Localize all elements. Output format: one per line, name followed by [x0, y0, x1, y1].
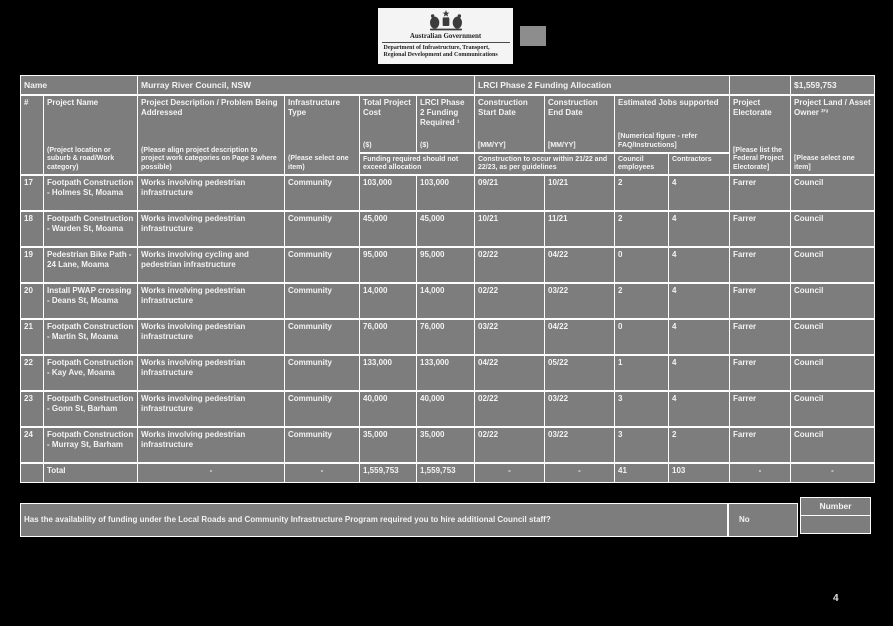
col-header-funding-required: [417, 96, 474, 152]
row-17-end: 10/21: [545, 176, 614, 210]
col-header-contractors: Contractors: [669, 154, 729, 174]
total-type: -: [285, 464, 359, 482]
jobs-label: Estimated Jobs supported: [618, 98, 719, 107]
department-line2: Regional Development and Communications: [383, 52, 498, 58]
total-cost-label: Total Project Cost: [363, 98, 411, 117]
row-19-funding: 95,000: [417, 248, 474, 282]
col-header-council-employees: Council employees: [615, 154, 668, 174]
row-17-owner: Council: [791, 176, 874, 210]
row-17-type: Community: [285, 176, 359, 210]
hiring-question-text: Has the availability of funding under the Local Roads and Community Infrastructure Program required you to hire additional Council staff?: [21, 504, 727, 536]
row-22-description: Works involving pedestrian infrastructure: [138, 356, 284, 390]
total-cost: 1,559,753: [360, 464, 416, 482]
col-header-total-cost: [360, 96, 416, 152]
name-label: Name: [21, 76, 137, 94]
row-19-start: 02/22: [475, 248, 544, 282]
row-21-owner: Council: [791, 320, 874, 354]
row-23-description: Works involving pedestrian infrastructure: [138, 392, 284, 426]
allocation-value: $1,559,753: [791, 76, 874, 94]
end-date-sub: [MM/YY]: [548, 141, 576, 149]
col-header-electorate: [730, 96, 790, 174]
row-17-start: 09/21: [475, 176, 544, 210]
row-24-end: 03/22: [545, 428, 614, 462]
row-18-type: Community: [285, 212, 359, 246]
row-22-start: 04/22: [475, 356, 544, 390]
row-22-type: Community: [285, 356, 359, 390]
row-24-electorate: Farrer: [730, 428, 790, 462]
row-24-funding: 35,000: [417, 428, 474, 462]
row-23-electorate: Farrer: [730, 392, 790, 426]
row-17-council-employees: 2: [615, 176, 668, 210]
row-17-description: Works involving pedestrian infrastructure: [138, 176, 284, 210]
dates-note: Construction to occur within 21/22 and 22/23, as per guidelines: [475, 154, 614, 174]
col-header-asset-owner: [791, 96, 874, 174]
number-field-label: Number: [800, 497, 871, 516]
row-22-name: Footpath Construction - Kay Ave, Moama: [44, 356, 137, 390]
row-20-start: 02/22: [475, 284, 544, 318]
row-23-name: Footpath Construction - Gonn St, Barham: [44, 392, 137, 426]
funding-sub: ($): [420, 141, 429, 149]
department-line1: Department of Infrastructure, Transport,: [383, 45, 490, 51]
row-20-name: Install PWAP crossing - Deans St, Moama: [44, 284, 137, 318]
total-cost-sub: ($): [363, 141, 372, 149]
row-20-owner: Council: [791, 284, 874, 318]
row-23-funding: 40,000: [417, 392, 474, 426]
row-21-type: Community: [285, 320, 359, 354]
row-18-cost: 45,000: [360, 212, 416, 246]
col-header-infrastructure-type: [285, 96, 359, 174]
row-21-funding: 76,000: [417, 320, 474, 354]
row-21-description: Works involving pedestrian infrastructure: [138, 320, 284, 354]
row-18-description: Works involving pedestrian infrastructure: [138, 212, 284, 246]
total-electorate: -: [730, 464, 790, 482]
row-20-num: 20: [21, 284, 43, 318]
row-23-owner: Council: [791, 392, 874, 426]
total-description: -: [138, 464, 284, 482]
row-19-name: Pedestrian Bike Path - 24 Lane, Moama: [44, 248, 137, 282]
start-date-label: Construction Start Date: [478, 98, 528, 117]
row-21-num: 21: [21, 320, 43, 354]
col-header-project-name: [44, 96, 137, 174]
funding-label: LRCI Phase 2 Funding Required ¹: [420, 98, 465, 127]
row-23-end: 03/22: [545, 392, 614, 426]
row-21-council-employees: 0: [615, 320, 668, 354]
row-21-end: 04/22: [545, 320, 614, 354]
row-18-contractors: 4: [669, 212, 729, 246]
total-end: -: [545, 464, 614, 482]
row-22-funding: 133,000: [417, 356, 474, 390]
col-header-start-date: [475, 96, 544, 152]
col-header-end-date: [545, 96, 614, 152]
electorate-sub: [Please list the Federal Project Electorate]: [733, 146, 784, 171]
start-date-sub: [MM/YY]: [478, 141, 506, 149]
project-name-label: Project Name: [47, 98, 99, 107]
row-23-start: 02/22: [475, 392, 544, 426]
row-18-start: 10/21: [475, 212, 544, 246]
row-24-owner: Council: [791, 428, 874, 462]
row-24-cost: 35,000: [360, 428, 416, 462]
row-19-num: 19: [21, 248, 43, 282]
total-label: Total: [44, 464, 137, 482]
row-22-contractors: 4: [669, 356, 729, 390]
row-19-owner: Council: [791, 248, 874, 282]
row-18-electorate: Farrer: [730, 212, 790, 246]
owner-label: Project Land / Asset Owner ²ʹ³: [794, 98, 871, 117]
projects-table: [20, 75, 875, 483]
row-19-council-employees: 0: [615, 248, 668, 282]
coat-of-arms-icon: [426, 10, 466, 32]
row-24-start: 02/22: [475, 428, 544, 462]
row-21-contractors: 4: [669, 320, 729, 354]
col-header-jobs: [615, 96, 729, 152]
row-20-cost: 14,000: [360, 284, 416, 318]
row-21-start: 03/22: [475, 320, 544, 354]
number-input[interactable]: [800, 515, 871, 534]
row-23-council-employees: 3: [615, 392, 668, 426]
row-23-cost: 40,000: [360, 392, 416, 426]
row-22-electorate: Farrer: [730, 356, 790, 390]
row-22-end: 05/22: [545, 356, 614, 390]
row-24-num: 24: [21, 428, 43, 462]
total-council-employees: 41: [615, 464, 668, 482]
number-field-group: [800, 497, 871, 534]
row-17-name: Footpath Construction - Holmes St, Moama: [44, 176, 137, 210]
row-20-contractors: 4: [669, 284, 729, 318]
row-22-council-employees: 1: [615, 356, 668, 390]
row-21-name: Footpath Construction - Martin St, Moama: [44, 320, 137, 354]
row-19-end: 04/22: [545, 248, 614, 282]
page-number: 4: [833, 593, 839, 604]
council-name: Murray River Council, NSW: [138, 76, 474, 94]
funding-note: Funding required should not exceed allocation: [360, 154, 474, 174]
row-20-type: Community: [285, 284, 359, 318]
row-18-council-employees: 2: [615, 212, 668, 246]
row-19-description: Works involving cycling and pedestrian infrastructure: [138, 248, 284, 282]
row-18-name: Footpath Construction - Warden St, Moama: [44, 212, 137, 246]
row-18-num: 18: [21, 212, 43, 246]
row-17-cost: 103,000: [360, 176, 416, 210]
description-label: Project Description / Problem Being Addressed: [141, 98, 278, 117]
row-19-electorate: Farrer: [730, 248, 790, 282]
project-name-sub: (Project location or suburb & road/Work category): [47, 146, 115, 171]
description-sub: (Please align project description to project work categories on Page 3 where possible): [141, 146, 277, 171]
row-24-name: Footpath Construction - Murray St, Barham: [44, 428, 137, 462]
row-17-funding: 103,000: [417, 176, 474, 210]
total-start: -: [475, 464, 544, 482]
row-22-owner: Council: [791, 356, 874, 390]
row-24-description: Works involving pedestrian infrastructure: [138, 428, 284, 462]
row-20-electorate: Farrer: [730, 284, 790, 318]
row-21-cost: 76,000: [360, 320, 416, 354]
row-17-num: 17: [21, 176, 43, 210]
col-header-number-label: #: [24, 98, 29, 107]
blank-header-cell: [730, 76, 790, 94]
row-22-cost: 133,000: [360, 356, 416, 390]
row-19-cost: 95,000: [360, 248, 416, 282]
total-funding: 1,559,753: [417, 464, 474, 482]
total-blank-cell: [21, 464, 43, 482]
header-gray-box: [520, 26, 546, 46]
row-24-type: Community: [285, 428, 359, 462]
infrastructure-sub: (Please select one item): [288, 155, 349, 171]
owner-sub: [Please select one item]: [794, 155, 855, 171]
jobs-sub: [Numerical figure - refer FAQ/Instructions]: [618, 133, 698, 149]
row-23-contractors: 4: [669, 392, 729, 426]
total-contractors: 103: [669, 464, 729, 482]
row-24-contractors: 2: [669, 428, 729, 462]
row-18-owner: Council: [791, 212, 874, 246]
row-18-end: 11/21: [545, 212, 614, 246]
row-19-contractors: 4: [669, 248, 729, 282]
allocation-label: LRCI Phase 2 Funding Allocation: [475, 76, 729, 94]
government-title: Australian Government: [409, 32, 482, 40]
row-20-council-employees: 2: [615, 284, 668, 318]
total-owner: -: [791, 464, 874, 482]
row-19-type: Community: [285, 248, 359, 282]
row-21-electorate: Farrer: [730, 320, 790, 354]
end-date-label: Construction End Date: [548, 98, 598, 117]
row-20-funding: 14,000: [417, 284, 474, 318]
row-24-council-employees: 3: [615, 428, 668, 462]
col-header-description: [138, 96, 284, 174]
hiring-question-answer[interactable]: No: [729, 504, 797, 536]
hiring-question-bar: [20, 503, 798, 537]
row-23-num: 23: [21, 392, 43, 426]
row-17-contractors: 4: [669, 176, 729, 210]
department-title: [382, 42, 510, 59]
row-23-type: Community: [285, 392, 359, 426]
row-17-electorate: Farrer: [730, 176, 790, 210]
col-header-number: [21, 96, 43, 174]
infrastructure-label: Infrastructure Type: [288, 98, 341, 117]
row-22-num: 22: [21, 356, 43, 390]
australian-government-logo: [378, 8, 513, 64]
row-18-funding: 45,000: [417, 212, 474, 246]
electorate-label: Project Electorate: [733, 98, 772, 117]
row-20-end: 03/22: [545, 284, 614, 318]
row-20-description: Works involving pedestrian infrastructure: [138, 284, 284, 318]
